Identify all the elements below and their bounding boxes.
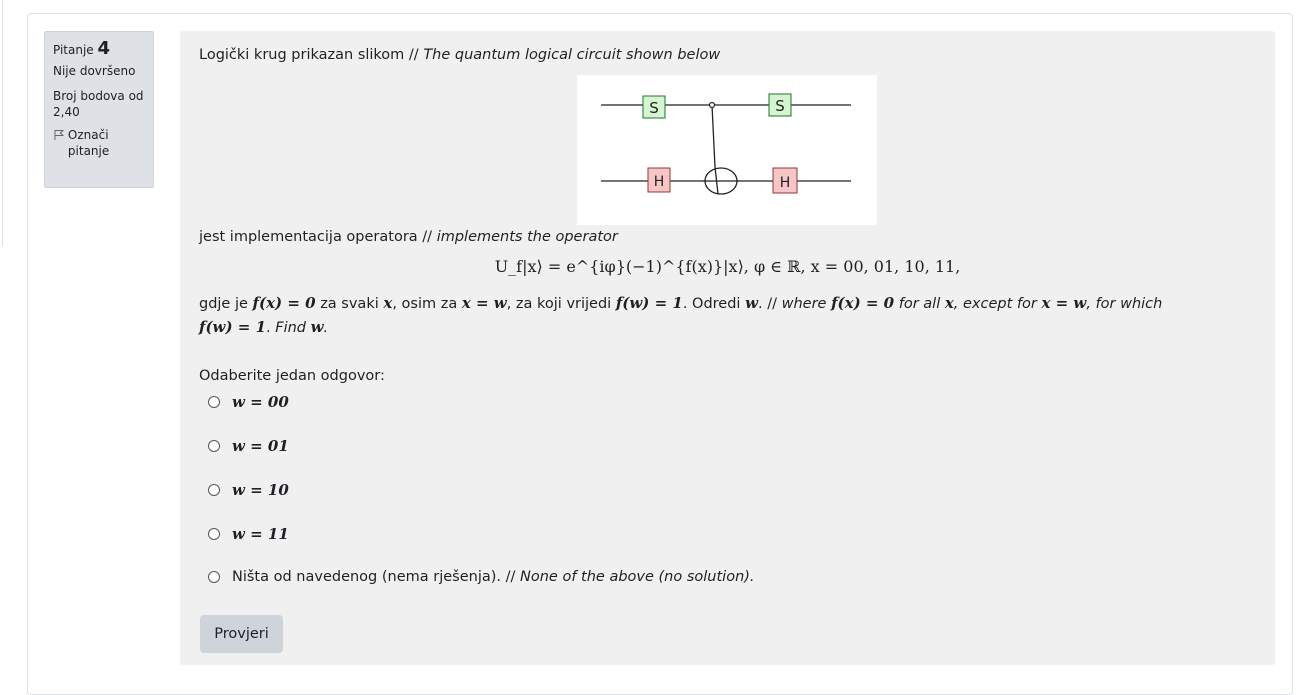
text-except-for: , except for [953, 296, 1037, 312]
implements-separator: // [417, 229, 437, 245]
math-en-fx0: f(x) = 0 [831, 294, 895, 312]
intro-hr: Logički krug prikazan slikom [199, 47, 405, 63]
intro-en: The quantum logical circuit shown below [423, 47, 721, 63]
answer-option-3[interactable] [208, 481, 289, 499]
text-where: where [781, 296, 827, 312]
answer-separator: // [501, 569, 521, 585]
cnot-target-icon [703, 167, 739, 194]
math-w: w [745, 294, 758, 312]
text-osim-za: , osim za [392, 296, 458, 312]
answer-label: w = 00 [232, 393, 289, 411]
answer-option-2[interactable] [208, 437, 289, 455]
s-gate-right [769, 94, 791, 116]
answer-label: w = 10 [232, 481, 289, 499]
radio-button[interactable] [208, 440, 220, 452]
text-separator: . // [758, 296, 782, 312]
svg-text:H: H [779, 175, 791, 191]
quantum-circuit-image [577, 75, 877, 225]
text-for-which: , for which [1086, 296, 1163, 312]
question-condition-line [199, 293, 1162, 314]
question-number-value: 4 [97, 38, 111, 59]
question-implements [199, 227, 618, 247]
flag-icon [53, 129, 65, 141]
svg-text:S: S [649, 99, 659, 117]
math-fx0: f(x) = 0 [252, 294, 316, 312]
radio-button[interactable] [208, 484, 220, 496]
question-info-panel [44, 31, 154, 188]
text-za-koji: , za koji vrijedi [506, 296, 612, 312]
radio-button[interactable] [208, 528, 220, 540]
math-xw: x = w [461, 294, 507, 312]
radio-button[interactable] [208, 396, 220, 408]
text-final-period: . [323, 320, 329, 336]
question-number [53, 38, 153, 59]
text-find: Find [275, 320, 306, 336]
question-find-line [199, 317, 328, 338]
intro-separator: // [404, 47, 424, 63]
text-za-svaki: za svaki [320, 296, 379, 312]
answer-label: w = 01 [232, 437, 289, 455]
flag-question-link[interactable] [53, 127, 153, 159]
radio-button[interactable] [208, 571, 220, 583]
math-en-x: x [944, 294, 954, 312]
text-for-all: for all [898, 296, 941, 312]
answer-label-en: None of the above (no solution). [520, 569, 755, 585]
question-intro [199, 45, 720, 65]
math-en-w: w [310, 318, 324, 336]
control-dot [710, 103, 715, 108]
question-content [180, 31, 1275, 665]
left-panel-edge [0, 0, 3, 246]
svg-text:H: H [653, 174, 665, 190]
implements-hr: jest implementacija operatora [199, 229, 418, 245]
flag-label: Označi pitanje [67, 128, 110, 158]
h-gate-right [773, 168, 797, 193]
answer-label-hr: Ništa od navedenog (nema rješenja). [232, 569, 502, 585]
math-en-xw: x = w [1041, 294, 1087, 312]
svg-text:S: S [775, 97, 785, 115]
h-gate-left [648, 168, 670, 192]
question-grade: Broj bodova od 2,40 [53, 89, 144, 119]
text-odredi: . Odredi [682, 296, 741, 312]
operator-formula: U_f|x⟩ = e^{iφ}(−1)^{f(x)}|x⟩, φ ∈ ℝ, x = 00, 01, 10, 11, [494, 257, 961, 276]
answer-label: w = 11 [232, 525, 289, 543]
math-en-fw1: f(w) = 1 [199, 318, 267, 336]
math-x: x [383, 294, 393, 312]
math-fw1: f(w) = 1 [615, 294, 683, 312]
answer-option-4[interactable] [208, 525, 289, 543]
answer-option-1[interactable] [208, 393, 289, 411]
implements-en: implements the operator [436, 229, 618, 245]
answer-option-5[interactable] [208, 569, 755, 585]
text-period: . [266, 320, 276, 336]
text-gdje-je: gdje je [199, 296, 248, 312]
check-button[interactable]: Provjeri [200, 615, 283, 653]
question-state: Nije dovršeno [53, 64, 136, 78]
question-label: Pitanje [53, 43, 94, 57]
answer-prompt: Odaberite jedan odgovor: [199, 368, 385, 384]
s-gate-left [643, 96, 665, 118]
